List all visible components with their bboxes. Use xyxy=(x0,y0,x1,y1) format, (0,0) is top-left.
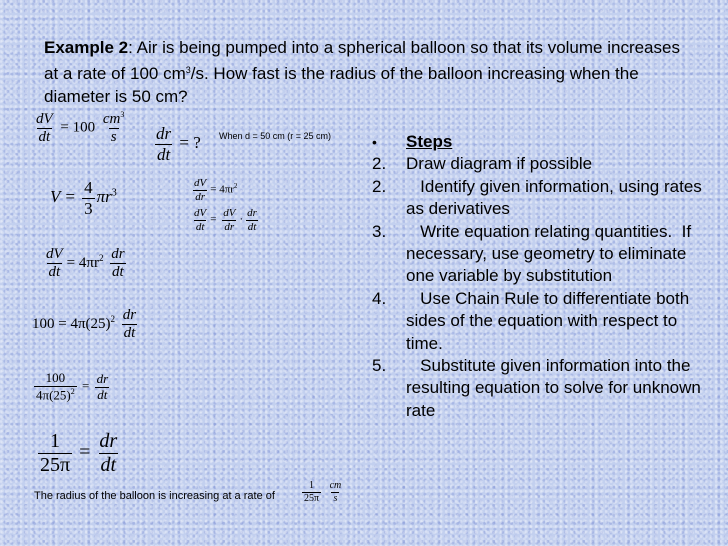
simplified-den: 25π xyxy=(40,454,71,476)
step-number: 2. xyxy=(372,176,387,196)
chain-equals: = xyxy=(210,213,217,226)
isolated-num: 100 xyxy=(45,370,66,385)
answer-unit-num: cm xyxy=(329,480,342,491)
dvdt-num: dV xyxy=(36,110,53,127)
list-item xyxy=(372,355,712,422)
simplified-equation xyxy=(36,430,121,477)
step-number: 5. xyxy=(372,356,387,376)
answer-num: 1 xyxy=(309,480,315,491)
given-drdt xyxy=(152,124,201,164)
dvdr-num: dV xyxy=(194,177,207,189)
step-text: Draw diagram if possible xyxy=(406,154,593,174)
isolated-r-num: dr xyxy=(96,370,109,386)
list-item xyxy=(372,221,712,288)
problem-statement xyxy=(44,36,694,108)
isolated-den: 4π(25) xyxy=(36,387,71,403)
radius-note: When d = 50 cm (r = 25 cm) xyxy=(219,131,332,141)
example-label: Example 2 xyxy=(44,38,129,57)
volume-num: 4 xyxy=(84,178,93,197)
answer-den: 25π xyxy=(304,492,320,504)
step-text: Write equation relating quantities. If necessary, use geometry to eliminate one variable by substitution xyxy=(406,221,696,286)
isolated-equation xyxy=(32,371,112,403)
chain-dot: · xyxy=(239,213,244,226)
step-text: Substitute given information into the resulting equation to solve for unknown rate xyxy=(406,356,706,420)
drdt-num: dr xyxy=(156,124,172,143)
problem-text-1: : Air is being pumped into a spherical balloon so that its volume increases at a rate of 100 cm xyxy=(44,38,680,83)
s-unit: s xyxy=(110,129,117,146)
isolated-exp: 2 xyxy=(70,386,75,396)
step-number: 2. xyxy=(372,154,387,174)
list-item xyxy=(372,176,712,221)
problem-text-2: /s. How fast is the radius of the balloon increasing when the diameter is 50 cm? xyxy=(44,64,639,106)
chain-rule-equation xyxy=(190,207,261,233)
simplified-r-den: dt xyxy=(100,454,117,476)
dvdr-rhs: = 4πr xyxy=(210,183,234,196)
chain-f2-den: dt xyxy=(247,220,257,233)
equals-question: = ? xyxy=(179,132,201,152)
step-text: Identify given information, using rates as derivatives xyxy=(406,176,707,219)
substituted-r-num: dr xyxy=(122,307,137,323)
derived-r-den: dt xyxy=(112,264,124,281)
conclusion-answer xyxy=(300,480,345,504)
chain-lhs-den: dt xyxy=(195,220,205,233)
isolated-eq: = xyxy=(81,378,90,394)
drdt-den: dt xyxy=(156,144,171,164)
derived-r-num: dr xyxy=(111,246,125,262)
step-text: Use Chain Rule to differentiate both sides of the equation with respect to time. xyxy=(406,288,694,353)
volume-den: 3 xyxy=(84,198,93,218)
steps-list xyxy=(372,131,712,422)
equals-100: = 100 xyxy=(60,119,96,136)
cm-unit: cm xyxy=(102,111,121,127)
chain-lhs-num: dV xyxy=(194,207,207,219)
substituted-exp: 2 xyxy=(110,314,116,325)
volume-exp: 3 xyxy=(111,187,117,199)
substituted-equation xyxy=(32,307,140,343)
list-item xyxy=(372,288,712,355)
derived-mid: = 4πr xyxy=(66,255,99,272)
bullet-icon: • xyxy=(372,134,377,150)
volume-formula xyxy=(50,178,117,218)
chain-f1-num: dV xyxy=(223,207,236,219)
derived-den: dt xyxy=(48,264,61,281)
steps-heading-row xyxy=(372,131,712,153)
step-number: 4. xyxy=(372,288,387,308)
volume-lhs: V = xyxy=(50,186,76,206)
volume-rhs: πr xyxy=(96,186,112,206)
simplified-num: 1 xyxy=(50,430,61,452)
dvdr-exp: 2 xyxy=(233,182,238,191)
step-number: 3. xyxy=(372,221,387,241)
isolated-r-den: dt xyxy=(97,386,108,402)
derived-num: dV xyxy=(46,246,63,262)
chain-f1-den: dr xyxy=(224,220,235,233)
dvdt-den: dt xyxy=(38,128,51,145)
substituted-lhs: 100 = 4π(25) xyxy=(32,316,111,333)
derived-equation xyxy=(42,246,129,282)
dvdr-den: dr xyxy=(195,190,205,203)
simplified-r-num: dr xyxy=(99,430,118,452)
unit-exponent: 3 xyxy=(185,65,191,75)
cm-exp: 3 xyxy=(120,110,125,119)
simplified-eq: = xyxy=(79,441,91,464)
dvdr-equation xyxy=(190,177,237,203)
substituted-r-den: dt xyxy=(123,325,136,342)
steps-heading: Steps xyxy=(406,132,453,151)
list-item xyxy=(372,153,712,175)
answer-unit-den: s xyxy=(333,492,338,504)
chain-f2-num: dr xyxy=(247,207,257,219)
conclusion-text: The radius of the balloon is increasing at a rate of xyxy=(34,490,275,502)
derived-exp: 2 xyxy=(98,253,104,264)
given-dvdt xyxy=(32,110,128,147)
